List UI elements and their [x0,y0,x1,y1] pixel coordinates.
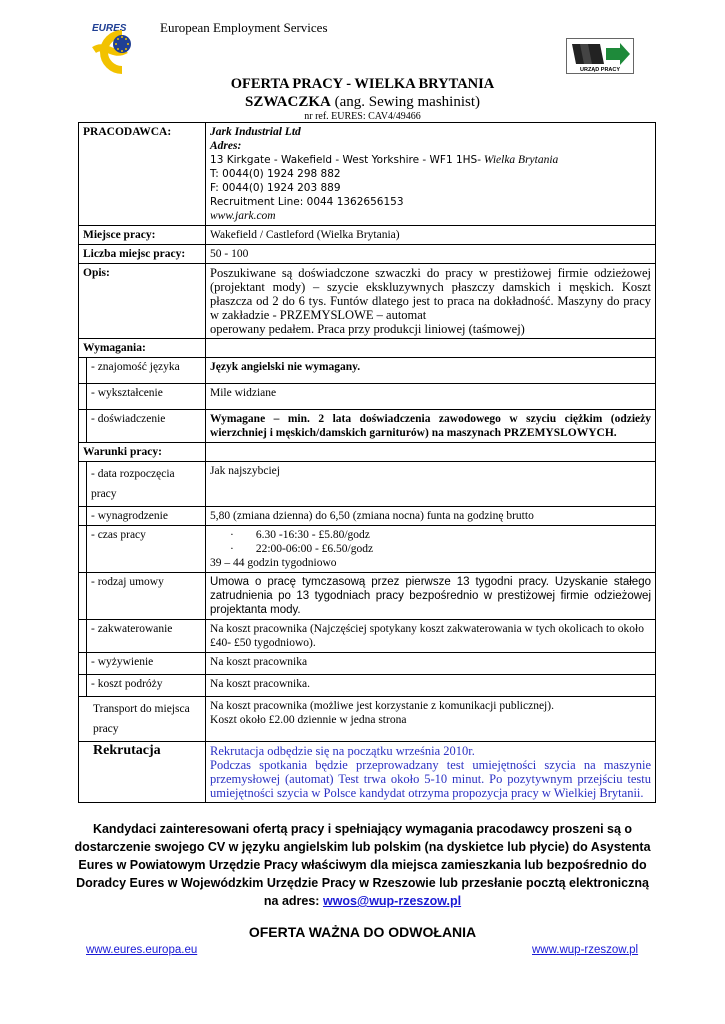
cond-contract-value: Umowa o pracę tymczasową przez pierwsze 13 tygodni pracy. Uzyskanie stałego zatrudnienia po 13 tygodniach pracy bezpośrednio w prestiżowej firmie odzieżowej projektanta mody. [206,573,656,620]
employer-value [206,123,656,226]
cond-housing-row [79,620,656,653]
req-education-row [79,384,656,410]
conditions-label: Warunki pracy: [79,443,206,462]
cond-food-value: Na koszt pracownika [206,653,656,675]
req-education-label: - wykształcenie [87,384,206,410]
requirements-header-row [79,339,656,358]
employer-country: Wielka Brytania [481,154,559,166]
page-title: OFERTA PRACY - WIELKA BRYTANIA [230,76,495,92]
cond-travel-row [79,675,656,697]
employer-recruitment-line: Recruitment Line: 0044 1362656153 [210,196,404,208]
cond-transport-row [79,697,656,742]
transport-line-2: Koszt około £2.00 dziennie w jedna strona [210,714,407,726]
count-label: Liczba miejsc pracy: [79,245,206,264]
eures-website-link[interactable]: www.eures.europa.eu [86,944,198,956]
cond-housing-label: - zakwaterowanie [87,620,206,653]
shift2: 22:00-06:00 - £6.50/godz [255,543,374,555]
shift2-bullet: · [230,543,234,555]
recruitment-line-1: Rekrutacja odbędzie się na początku września 2010r. [210,744,475,758]
cond-transport-label: Transport do miejsca pracy [79,697,206,742]
requirements-label: Wymagania: [79,339,206,358]
cond-contract-label: - rodzaj umowy [87,573,206,620]
cond-housing-value: Na koszt pracownika (Najczęściej spotykany koszt zakwaterowania w tych okolicach to około £40- £50 tygodniowo). [206,620,656,653]
req-language-value: Język angielski nie wymagany. [206,358,656,384]
cond-food-row [79,653,656,675]
description-row [79,264,656,339]
cond-contract-row [79,573,656,620]
count-row [79,245,656,264]
cond-salary-row [79,507,656,526]
description-text-1: Poszukiwane są doświadczone szwaczki do pracy w prestiżowej firmie odzieżowej (projektant mody) – szycie ekskluzywnych płaszczy damskich i męskich. Koszt płaszcza od 2 do 6 tys. Funtów dlatego jest to praca na dokładność. Maszyny do pracy w zakładzie - PRZEMYSLOWE – automat [210,266,651,322]
application-instructions [70,820,655,910]
eures-logo-text: EURES [92,23,127,34]
urzad-pracy-logo [566,38,634,74]
cond-start-label: - data rozpoczęcia pracy [87,462,206,507]
job-title-bold: SZWACZKA [244,94,331,110]
weekly-hours: 39 – 44 godzin tygodniowo [210,557,337,569]
eures-logo [82,20,144,82]
employer-address: 13 Kirkgate - Wakefield - West Yorkshire - WF1 1HS- [210,154,482,166]
cond-travel-value: Na koszt pracownika. [206,675,656,697]
shift1: 6.30 -16:30 - £5.80/godz [255,529,370,541]
header-org: European Employment Services [160,20,328,35]
description-label: Opis: [79,264,206,339]
shift1-bullet: · [230,529,234,541]
address-label: Adres: [210,140,242,152]
recruitment-row [79,742,656,803]
employer-website[interactable]: www.jark.com [210,210,276,222]
req-education-value: Mile widziane [206,384,656,410]
req-experience-value: Wymagane – min. 2 lata doświadczenia zawodowego w szyciu ciężkim (odzieży wierzchniej i męskich/damskich garniturów) na maszynach PRZEMYSLOWYCH. [206,410,656,443]
req-experience-row [79,410,656,443]
validity-notice: OFERTA WAŻNA DO ODWOŁANIA [248,924,477,940]
cond-food-label: - wyżywienie [87,653,206,675]
cond-time-value [206,526,656,573]
place-label: Miejsce pracy: [79,226,206,245]
cond-salary-label: - wynagrodzenie [87,507,206,526]
place-value: Wakefield / Castleford (Wielka Brytania) [206,226,656,245]
recruitment-label: Rekrutacja [79,742,206,803]
cond-time-row [79,526,656,573]
contact-email-link[interactable]: wwos@wup-rzeszow.pl [322,894,462,908]
job-title-rest: (ang. Sewing mashinist) [330,94,480,110]
employer-fax: F: 0044(0) 1924 203 889 [210,182,341,194]
wup-website-link[interactable]: www.wup-rzeszow.pl [532,944,639,956]
cond-start-value: Jak najszybciej [206,462,656,507]
footer-text: Kandydaci zainteresowani ofertą pracy i spełniający wymagania pracodawcy proszeni są o dostarczenie swojego CV w języku angielskim lub polskim (na dyskietce lub płycie) do Asystenta Eures w Powiatowym Urzędzie Pracy właściwym dla miejsca zamieszkania lub bezpośrednio do Doradcy Eures w Wojewódzkim Urzędzie Pracy w Rzeszowie lub przesłanie pocztą elektroniczną na adres: [74,822,651,908]
conditions-header-row [79,443,656,462]
req-experience-label: - doświadczenie [87,410,206,443]
cond-travel-label: - koszt podróży [87,675,206,697]
cond-transport-value [206,697,656,742]
reference-number: nr ref. EURES: CAV4/49466 [304,111,421,122]
offer-table [78,122,656,803]
req-language-row [79,358,656,384]
description-value [206,264,656,339]
cond-start-row [79,462,656,507]
employer-label: PRACODAWCA: [79,123,206,226]
job-title [0,94,725,111]
req-language-label: - znajomość języka [87,358,206,384]
up-logo-text: URZĄD PRACY [580,67,621,73]
employer-row [79,123,656,226]
description-text-2: operowany pedałem. Praca przy produkcji liniowej (taśmowej) [210,322,525,336]
count-value: 50 - 100 [206,245,656,264]
recruitment-text: Podczas spotkania będzie przeprowadzany test umiejętności szycia na maszynie przemysłowej (automat) Test trwa około 5-10 minut. Po pozytywnym przejściu testu umiejętności szycia w Polsce kandydat otrzyma propozycja pracy w Wielkiej Brytanii. [210,758,651,800]
employer-name: Jark Industrial Ltd [210,126,301,138]
cond-salary-value: 5,80 (zmiana dzienna) do 6,50 (zmiana nocna) funta na godzinę brutto [206,507,656,526]
cond-time-label: - czas pracy [87,526,206,573]
employer-phone: T: 0044(0) 1924 298 882 [210,168,341,180]
place-row [79,226,656,245]
transport-line-1: Na koszt pracownika (możliwe jest korzystanie z komunikacji publicznej). [210,700,554,712]
recruitment-value [206,742,656,803]
